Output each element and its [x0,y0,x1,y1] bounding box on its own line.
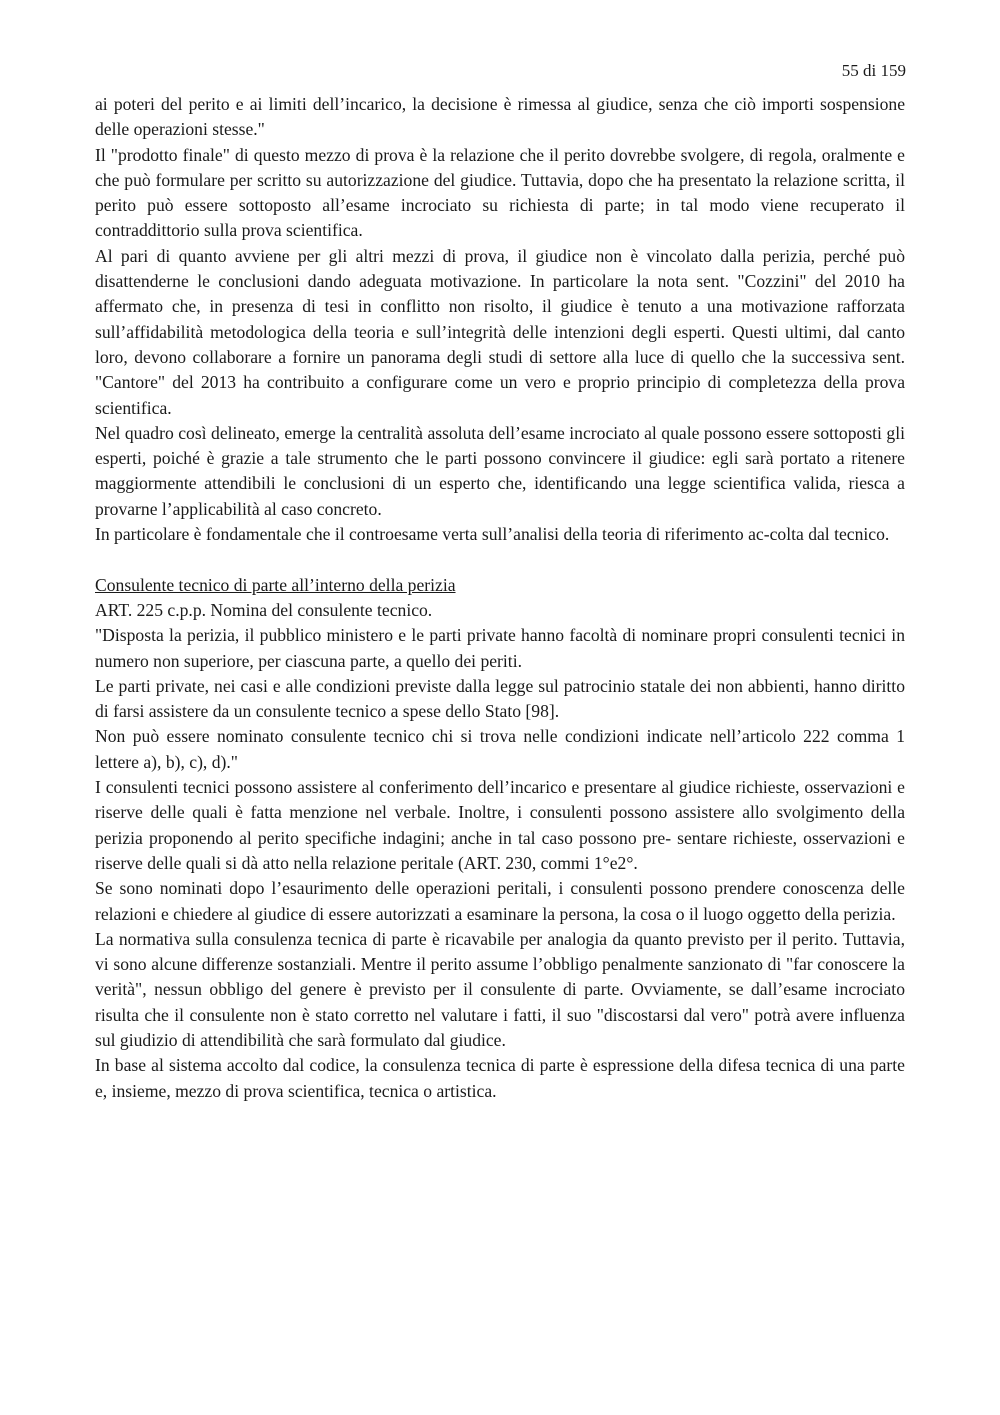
paragraph: "Disposta la perizia, il pubblico ministero e le parti private hanno facoltà di nominare propri consulenti tecnici in numero non superiore, per ciascuna parte, a quello dei periti. [95,625,905,671]
paragraph: Non può essere nominato consulente tecnico chi si trova nelle condizioni indicate nell’articolo 222 comma 1 lettere a), b), c), d)." [95,726,905,772]
paragraph: I consulenti tecnici possono assistere al conferimento dell’incarico e presentare al giudice richieste, osservazioni e riserve delle quali è fatta menzione nel verbale. Inoltre, i consulenti possono assistere allo svolgimento della perizia proponendo al perito specifiche indagini; anche in tal caso possono pre- sentare richieste, osservazioni e riserve delle quali si dà atto nella relazione peritale (ART. 230, commi 1°e2°. [95,777,905,873]
paragraph: Le parti private, nei casi e alle condizioni previste dalla legge sul patrocinio statale dei non abbienti, hanno diritto di farsi assistere da un consulente tecnico a spese dello Stato [98]. [95,675,905,722]
paragraph: Se sono nominati dopo l’esaurimento delle operazioni peritali, i consulenti possono prendere conoscenza delle relazioni e chiedere al giudice di essere autorizzati a esaminare la persona, la cosa o il luogo oggetto della perizia. [95,878,905,924]
paragraph: La normativa sulla consulenza tecnica di parte è ricavabile per analogia da quanto previsto per il perito. Tuttavia, vi sono alcune differenze sostanziali. Mentre il perito assume l’obbligo penalmente sanzionato di "far conoscere la verità", nessun obbligo del genere è previsto per il consulente di parte. Ovviamente, se dall’esame incrociato risulta che il consulente non è stato corretto nel valutare i fatti, il suo "discostarsi dal vero" potrà avere influenza sul giudizio di attendibilità che sarà formulato dal giudice. [95,928,905,1050]
paragraph: Nel quadro così delineato, emerge la centralità assoluta dell’esame incrociato al quale possono essere sottoposti gli esperti, poiché è grazie a tale strumento che le parti possono convincere il giudice: egli sarà portato a ritenere maggiormente attendibili le conclusioni di un esperto che, identificando una legge scientifica valida, riesca a provarne l’applicabilità al caso concreto. [95,422,905,519]
paragraph: ai poteri del perito e ai limiti dell’incarico, la decisione è rimessa al giudice, senza che ciò importi sospensione delle operazioni stesse." [95,94,905,140]
article-title: ART. 225 c.p.p. Nomina del consulente tecnico. [95,599,433,620]
page-number: 55 di 159 [841,61,906,80]
paragraph: In base al sistema accolto dal codice, la consulenza tecnica di parte è espressione della difesa tecnica di una parte e, insieme, mezzo di prova scientifica, tecnica o artistica. [95,1055,905,1101]
section-heading: Consulente tecnico di parte all’interno della perizia [95,574,456,595]
document-body [95,92,905,1104]
paragraph: In particolare è fondamentale che il controesame verta sull’analisi della teoria di riferimento ac-colta dal tecnico. [95,524,890,545]
paragraph: Il "prodotto finale" di questo mezzo di prova è la relazione che il perito dovrebbe svolgere, di regola, oralmente e che può formulare per scritto su autorizzazione del giudice. Tuttavia, dopo che ha presentato la relazione scritta, il perito può essere sottoposto all’esame incrociato su richiesta di parte; in tal modo viene recuperato il contraddittorio sulla prova scientifica. [95,144,905,241]
paragraph: Al pari di quanto avviene per gli altri mezzi di prova, il giudice non è vincolato dalla perizia, perché può disattenderne le conclusioni dando adeguata motivazione. In particolare la nota sent. "Cozzini" del 2010 ha affermato che, in presenza di tesi in conflitto non risolto, il giudice è tenuto a una motivazione rafforzata sull’affidabilità metodologica della teoria e sull’integrità delle intenzioni degli esperti. Questi ultimi, dal canto loro, devono collaborare a fornire un panorama degli studi di settore alla luce di quello che la successiva sent. "Cantore" del 2013 ha contribuito a configurare come un vero e proprio principio di completezza della prova scientifica. [95,245,905,418]
paragraph-spacer [95,547,905,572]
